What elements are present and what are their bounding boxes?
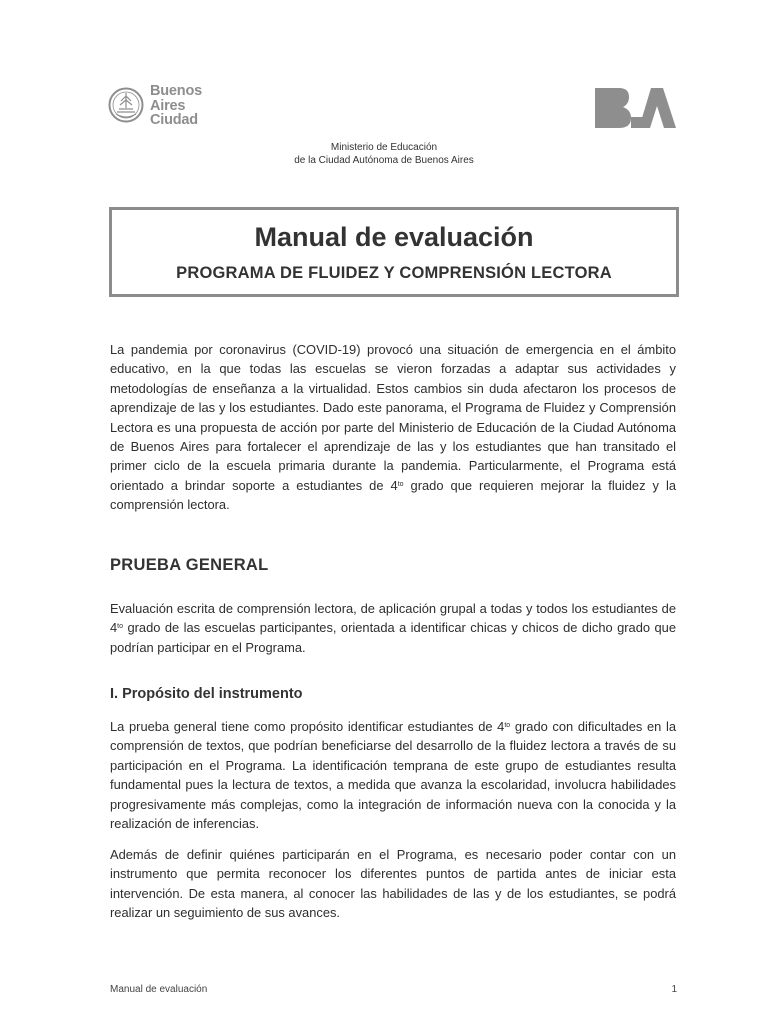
document-title: Manual de evaluación — [254, 222, 534, 252]
intro-paragraph — [110, 340, 676, 515]
ba-logo — [593, 86, 677, 130]
ba-logo-icon — [593, 86, 677, 130]
logo-wordmark — [150, 84, 202, 128]
intro-text-2: grado que requieren mejorar la fluidez y la comprensión lectora. — [110, 477, 676, 513]
p2-text-1: La prueba general tiene como propósito identificar estudiantes de 4 — [110, 719, 505, 734]
p1-text-1: Evaluación escrita de comprensión lectora, de aplicación grupal a todas y todos los estudiantes de 4 — [110, 601, 676, 636]
ministry-caption — [0, 141, 768, 167]
logo-word-1: Buenos — [150, 83, 202, 99]
p1-text-2: grado de las escuelas participantes, orientada a identificar chicas y chicos de dicho grado que podrían participar en el Programa. — [110, 620, 676, 655]
ministry-line-2: de la Ciudad Autónoma de Buenos Aires — [294, 155, 474, 166]
section-heading: PRUEBA GENERAL — [110, 556, 269, 574]
footer-title: Manual de evaluación — [110, 984, 208, 995]
page-number: 1 — [671, 984, 677, 995]
logo-word-2: Aires — [150, 97, 186, 114]
title-box — [109, 207, 679, 297]
p2-text-2: grado con dificultades en la comprensión de textos, que podrían beneficiarse del desarrollo de la fluidez lectora a través de su participación en el Programa. La identificación temprana de este grupo de estudiantes resulta fundamental pues la lectura de textos, a medida que avanza la escolaridad, involucra habilidades progresivamente más complejas, como la integración de información nueva con la conocida y la realización de inferencias. — [110, 719, 676, 832]
ordinal-suffix: to — [504, 722, 511, 729]
buenos-aires-ciudad-logo — [108, 84, 218, 130]
document-subtitle: PROGRAMA DE FLUIDEZ Y COMPRENSIÓN LECTORA — [176, 264, 612, 282]
intro-text-1: La pandemia por coronavirus (COVID-19) provocó una situación de emergencia en el ámbito educativo, en la que todas las escuelas se vieron forzadas a adaptar sus actividades y metodologías de enseñanza a la virtualidad. Estos cambios sin duda afectaron los procesos de aprendizaje de las y los estudiantes. Dado este panorama, el Programa de Fluidez y Comprensión Lectora es una propuesta de acción por parte del Ministerio de Educación de la Ciudad Autónoma de Buenos Aires para fortalecer el aprendizaje de las y los estudiantes que han transitado el primer ciclo de la escuela primaria durante la pandemia. Particularmente, el Programa está orientado a brindar soporte a estudiantes de 4 — [110, 342, 676, 493]
section-paragraph-2 — [110, 717, 676, 833]
ordinal-suffix: to — [117, 623, 124, 631]
section-paragraph-1 — [110, 599, 676, 657]
logo-word-3: Ciudad — [150, 112, 198, 128]
section-paragraph-3: Además de definir quiénes participarán en el Programa, es necesario poder contar con un instrumento que permita reconocer los diferentes puntos de partida antes de iniciar esta intervención. De esta manera, al conocer las habilidades de las y de los estudiantes, se podrá realizar un seguimiento de sus avances. — [110, 847, 676, 921]
ordinal-suffix: to — [397, 480, 404, 488]
ministry-line-1: Ministerio de Educación — [330, 142, 438, 153]
city-seal-icon — [108, 84, 144, 126]
subsection-heading: I. Propósito del instrumento — [110, 686, 303, 702]
